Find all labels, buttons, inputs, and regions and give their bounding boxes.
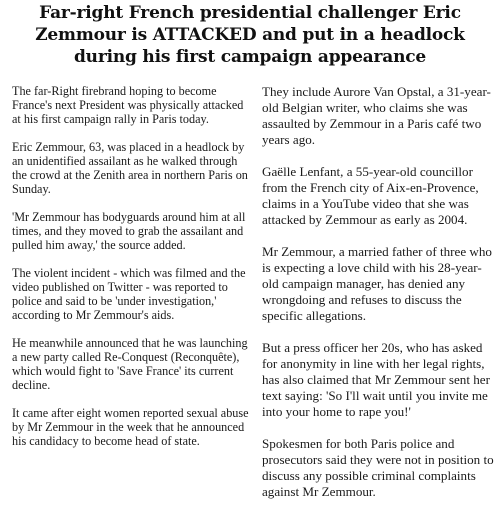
- paragraph: Mr Zemmour, a married father of three who is expecting a love child with his 28-year-old campaign manager, has denied any wrongdoing and refuses to discuss the specific allegations.: [262, 244, 492, 323]
- paragraph: Eric Zemmour, 63, was placed in a headlock by an unidentified assailant as he walked through the crowd at the Zenith area in northern Paris on Sunday.: [12, 140, 248, 196]
- article-headline: Far-right French presidential challenger Eric Zemmour is ATTACKED and put in a headlock during his first campaign appearance: [35, 3, 465, 67]
- paragraph: Gaëlle Lenfant, a 55-year-old councillor from the French city of Aix-en-Provence, claims in a YouTube video that she was attacked by Zemmour as early as 2004.: [262, 164, 479, 227]
- paragraph: It came after eight women reported sexual abuse by Mr Zemmour in the week that he announced his candidacy to become head of state.: [12, 406, 249, 448]
- right-text-column: [262, 84, 498, 516]
- left-text-column: [12, 84, 250, 462]
- paragraph: He meanwhile announced that he was launching a new party called Re-Conquest (Reconquête), which would fight to 'Save France' its current decline.: [12, 336, 248, 392]
- paragraph: The violent incident - which was filmed and the video published on Twitter - was reported to police and said to be 'under investigation,' according to Mr Zemmour's aids.: [12, 266, 246, 322]
- paragraph: The far-Right firebrand hoping to become France's next President was physically attacked at his first campaign rally in Paris today.: [12, 84, 244, 126]
- paragraph: Spokesmen for both Paris police and prosecutors said they were not in position to discuss any possible criminal complaints against Mr Zemmour.: [262, 436, 494, 499]
- paragraph: But a press officer her 20s, who has asked for anonymity in line with her legal rights, has also claimed that Mr Zemmour sent her text saying: 'So I'll wait until you invite me into your home to rape you!': [262, 340, 490, 419]
- paragraph: 'Mr Zemmour has bodyguards around him at all times, and they moved to grab the assailant and pulled him away,' the source added.: [12, 210, 246, 252]
- paragraph: They include Aurore Van Opstal, a 31-year-old Belgian writer, who claims she was assaulted by Zemmour in a Paris café two years ago.: [262, 84, 491, 147]
